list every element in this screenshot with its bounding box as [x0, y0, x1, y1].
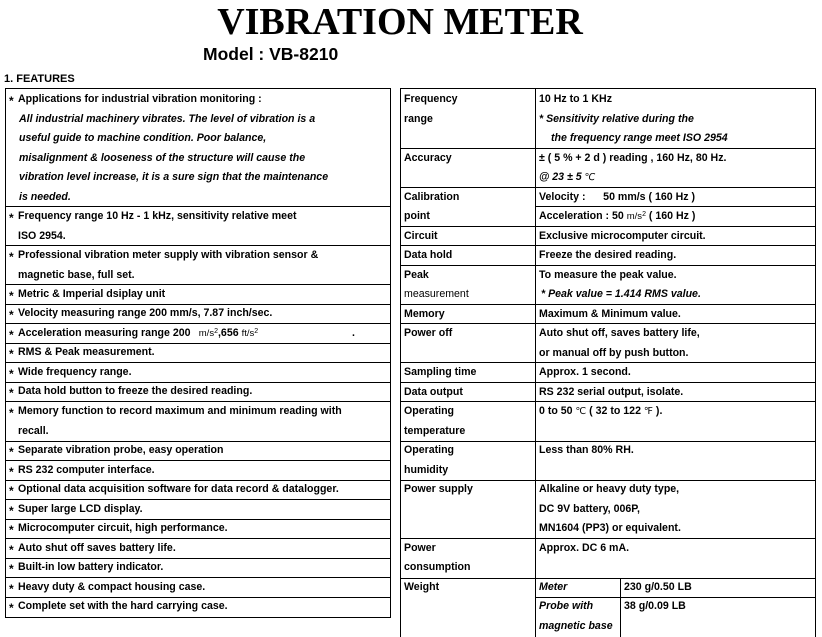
spec-label: Data hold — [404, 249, 453, 261]
bullet-asterisk: * — [9, 406, 14, 420]
feature-item: Metric & Imperial dsiplay unit — [18, 288, 166, 300]
unit-metric: $m/s^2$ — [626, 211, 646, 222]
feature-item: Separate vibration probe, easy operation — [18, 444, 224, 456]
bullet-asterisk: * — [9, 465, 14, 479]
feature-item: Optional data acquisition software for data record & datalogger. — [18, 483, 339, 495]
spec-value: 10 Hz to 1 KHz — [539, 93, 612, 105]
spec-label: Frequency — [404, 93, 458, 105]
bullet-asterisk: * — [9, 386, 14, 400]
bullet-asterisk: * — [9, 211, 14, 225]
spec-value: Approx. DC 6 mA. — [539, 542, 630, 554]
spec-value: Auto shut off, saves battery life, — [539, 327, 700, 339]
spec-value: Maximum & Minimum value. — [539, 308, 681, 320]
spec-label: Accuracy — [404, 152, 452, 164]
feature-item: RMS & Peak measurement. — [18, 346, 155, 358]
bullet-asterisk: * — [9, 484, 14, 498]
bullet-asterisk: * — [9, 445, 14, 459]
spec-label: Peak — [404, 269, 429, 281]
spec-value: Exclusive microcomputer circuit. — [539, 230, 706, 242]
feature-item: RS 232 computer interface. — [18, 464, 155, 476]
feature-item: Complete set with the hard carrying case. — [18, 600, 228, 612]
spec-label: Power — [404, 542, 436, 554]
table-border — [5, 617, 390, 618]
feature-item: Wide frequency range. — [18, 366, 132, 378]
spec-value: * Peak value = 1.414 RMS value. — [541, 288, 701, 300]
spec-value: Acceleration : 50 $m/s^2$ ( 160 Hz ) — [539, 210, 696, 222]
feature-item: ISO 2954. — [18, 230, 66, 242]
spec-label: point — [404, 210, 430, 222]
feature-item: Velocity measuring range 200 mm/s, 7.87 inch/sec. — [18, 307, 273, 319]
spec-label: humidity — [404, 464, 449, 476]
spec-label: Power off — [404, 327, 453, 339]
feature-description-line: vibration level increase, it is a sure sign that the maintenance — [19, 171, 329, 183]
spec-value: Freeze the desired reading. — [539, 249, 677, 261]
feature-description-line: All industrial machinery vibrates. The level of vibration is a — [19, 113, 316, 125]
spec-label: temperature — [404, 425, 466, 437]
bullet-asterisk: * — [9, 308, 14, 322]
fahrenheit-unit: ℉ — [643, 406, 653, 417]
spec-value: * Sensitivity relative during the — [539, 113, 694, 125]
spec-value: Less than 80% RH. — [539, 444, 634, 456]
acceleration-text: Acceleration measuring range 200 — [18, 327, 191, 339]
spec-label: Sampling time — [404, 366, 477, 378]
table-row-divider — [400, 578, 815, 579]
spec-label: Memory — [404, 308, 445, 320]
feature-item: recall. — [18, 425, 49, 437]
spec-label: consumption — [404, 561, 471, 573]
feature-item: magnetic base, full set. — [18, 269, 135, 281]
spec-label: Operating — [404, 444, 455, 456]
celsius-unit: ℃ — [584, 172, 596, 183]
feature-description-line: misalignment & looseness of the structure will cause the — [19, 152, 306, 164]
feature-item: Super large LCD display. — [18, 503, 143, 515]
bullet-asterisk: * — [9, 601, 14, 615]
feature-item: Data hold button to freeze the desired reading. — [18, 385, 253, 397]
spec-value: the frequency range meet ISO 2954 — [551, 132, 728, 144]
celsius-unit: ℃ — [575, 406, 587, 417]
spec-value: RS 232 serial output, isolate. — [539, 386, 684, 398]
weight-meter-value: 230 g/0.50 LB — [624, 581, 692, 593]
spec-value: @ 23 ± 5 ℃ — [539, 171, 596, 183]
feature-description-line: is needed. — [19, 191, 71, 203]
feature-item: Built-in low battery indicator. — [18, 561, 164, 573]
spec-value: MN1604 (PP3) or equivalent. — [539, 522, 681, 534]
spec-label: Circuit — [404, 230, 438, 242]
features-heading: 1. FEATURES — [4, 73, 75, 85]
feature-item: Memory function to record maximum and minimum reading with — [18, 405, 342, 417]
feature-item: Heavy duty & compact housing case. — [18, 581, 206, 593]
spec-label: Weight — [404, 581, 440, 593]
table-border — [390, 88, 391, 618]
spec-label: measurement — [404, 288, 469, 300]
model-number: Model : VB-8210 — [203, 44, 339, 64]
spec-label: Data output — [404, 386, 463, 398]
feature-description-line: useful guide to machine condition. Poor balance, — [19, 132, 267, 144]
spec-value: DC 9V battery, 006P, — [539, 503, 640, 515]
feature-item: Microcomputer circuit, high performance. — [18, 522, 228, 534]
spec-label: Calibration — [404, 191, 460, 203]
bullet-asterisk: * — [9, 289, 14, 303]
spec-label: Operating — [404, 405, 455, 417]
bullet-asterisk: * — [9, 94, 14, 108]
feature-item: Auto shut off saves battery life. — [18, 542, 176, 554]
spec-value: 0 to 50 ℃ ( 32 to 122 ℉ ). — [539, 405, 663, 417]
trailing-period: . — [352, 327, 355, 339]
table-border — [400, 88, 815, 89]
spec-label: Power supply — [404, 483, 473, 495]
feature-item-acceleration — [18, 324, 258, 345]
bullet-asterisk: * — [9, 328, 14, 342]
spec-value: ± ( 5 % + 2 d ) reading , 160 Hz, 80 Hz. — [539, 152, 727, 164]
spec-value: Velocity : 50 mm/s ( 160 Hz ) — [539, 191, 696, 203]
table-border — [5, 88, 390, 89]
spec-value: or manual off by push button. — [539, 347, 689, 359]
weight-meter-label: Meter — [539, 581, 568, 593]
bullet-asterisk: * — [9, 367, 14, 381]
bullet-asterisk: * — [9, 347, 14, 361]
table-border — [815, 88, 816, 637]
bullet-asterisk: * — [9, 543, 14, 557]
page-title: VIBRATION METER — [217, 1, 583, 43]
feature-item: Frequency range 10 Hz - 1 kHz, sensitivity relative meet — [18, 210, 297, 222]
bullet-asterisk: * — [9, 523, 14, 537]
spec-value: Approx. 1 second. — [539, 366, 631, 378]
bullet-asterisk: * — [9, 562, 14, 576]
spec-value: Alkaline or heavy duty type, — [539, 483, 680, 495]
unit-imperial: $ft/s^2$ — [241, 328, 259, 339]
feature-item: Applications for industrial vibration monitoring : — [18, 93, 262, 105]
acceleration-imperial-value: ,656 — [217, 327, 239, 339]
spec-label: range — [404, 113, 433, 125]
spec-value: To measure the peak value. — [539, 269, 677, 281]
unit-metric: $m/s^2$ — [198, 328, 218, 339]
bullet-asterisk: * — [9, 582, 14, 596]
weight-probe-label: magnetic base — [539, 620, 613, 632]
bullet-asterisk: * — [9, 250, 14, 264]
weight-column-divider — [620, 578, 621, 637]
weight-probe-label: Probe with — [539, 600, 594, 612]
weight-probe-value: 38 g/0.09 LB — [624, 600, 686, 612]
bullet-asterisk: * — [9, 504, 14, 518]
feature-item: Professional vibration meter supply with vibration sensor & — [18, 249, 319, 261]
